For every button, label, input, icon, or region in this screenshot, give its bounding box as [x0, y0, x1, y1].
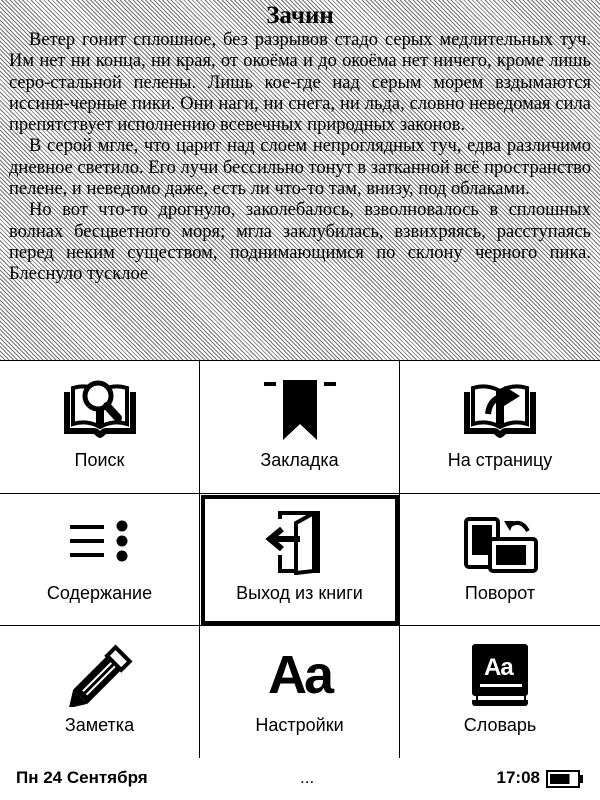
dictionary-glyph: Aa [484, 654, 513, 681]
font-settings-glyph: Aa [267, 645, 332, 705]
menu-item-label: Поиск [74, 450, 125, 470]
menu-item-label: Словарь [463, 715, 537, 735]
chapter-title: Зачин [266, 2, 334, 29]
menu-item-label: Закладка [260, 450, 339, 470]
menu-item-label: На страницу [447, 450, 553, 470]
dictionary-icon [455, 640, 545, 710]
status-date: Пн 24 Сентября [16, 768, 148, 787]
menu-item-settings[interactable] [200, 626, 400, 759]
exit-book-icon [255, 508, 345, 578]
menu-item-go-to-page[interactable] [400, 361, 600, 494]
menu-item-note[interactable] [0, 626, 200, 759]
menu-item-label: Поворот [464, 583, 536, 603]
goto-page-icon [455, 375, 545, 445]
contents-list-icon [55, 508, 145, 578]
menu-item-label: Выход из книги [236, 583, 363, 603]
status-bar [0, 758, 600, 800]
book-paragraph: В серой мгле, что царит над слоем непроглядных туч, едва различимо дневное светило. Его лучи бессильно тонут в затканной всё пространство пелене, и неведомо даже, есть ли что-то там, внизу, под облаками. [9, 136, 591, 200]
menu-item-label: Настройки [255, 715, 344, 735]
pencil-icon [55, 640, 145, 710]
menu-item-exit-book[interactable] [200, 494, 400, 626]
book-paragraph: Ветер гонит сплошное, без разрывов стадо серых медлительных туч. Им нет ни конца, ни края, от окоёма и до окоёма нет ничего, кроме лишь серо-стальной пелены. Лишь кое-где над серым морем вздымаются иссиня-черные пики. Они наги, ни снега, ни льда, словно неведомая сила препятствует исполнению всевечных природных законов. [9, 30, 591, 136]
rotate-screen-icon [455, 508, 545, 578]
reader-menu [0, 360, 600, 758]
status-time: 17:08 [496, 768, 540, 787]
status-center: ... [300, 768, 315, 787]
menu-item-rotate[interactable] [400, 494, 600, 626]
menu-item-bookmark[interactable] [200, 361, 400, 494]
book-page[interactable] [0, 0, 600, 360]
font-settings-icon [255, 640, 345, 710]
search-book-icon [55, 375, 145, 445]
bookmark-icon [255, 375, 345, 445]
menu-item-label: Заметка [64, 715, 135, 735]
menu-item-search[interactable] [0, 361, 200, 494]
menu-item-label: Содержание [46, 583, 153, 603]
menu-item-contents[interactable] [0, 494, 200, 626]
battery-icon [546, 770, 586, 788]
book-paragraph: Но вот что-то дрогнуло, заколебалось, взволновалось в сплошных волнах бесцветного моря; мгла заклубилась, взвихряясь, расступаясь перед неким существом, поднимающимся по склону черного пика. Блеснуло тусклое [9, 200, 591, 285]
menu-item-dictionary[interactable] [400, 626, 600, 759]
